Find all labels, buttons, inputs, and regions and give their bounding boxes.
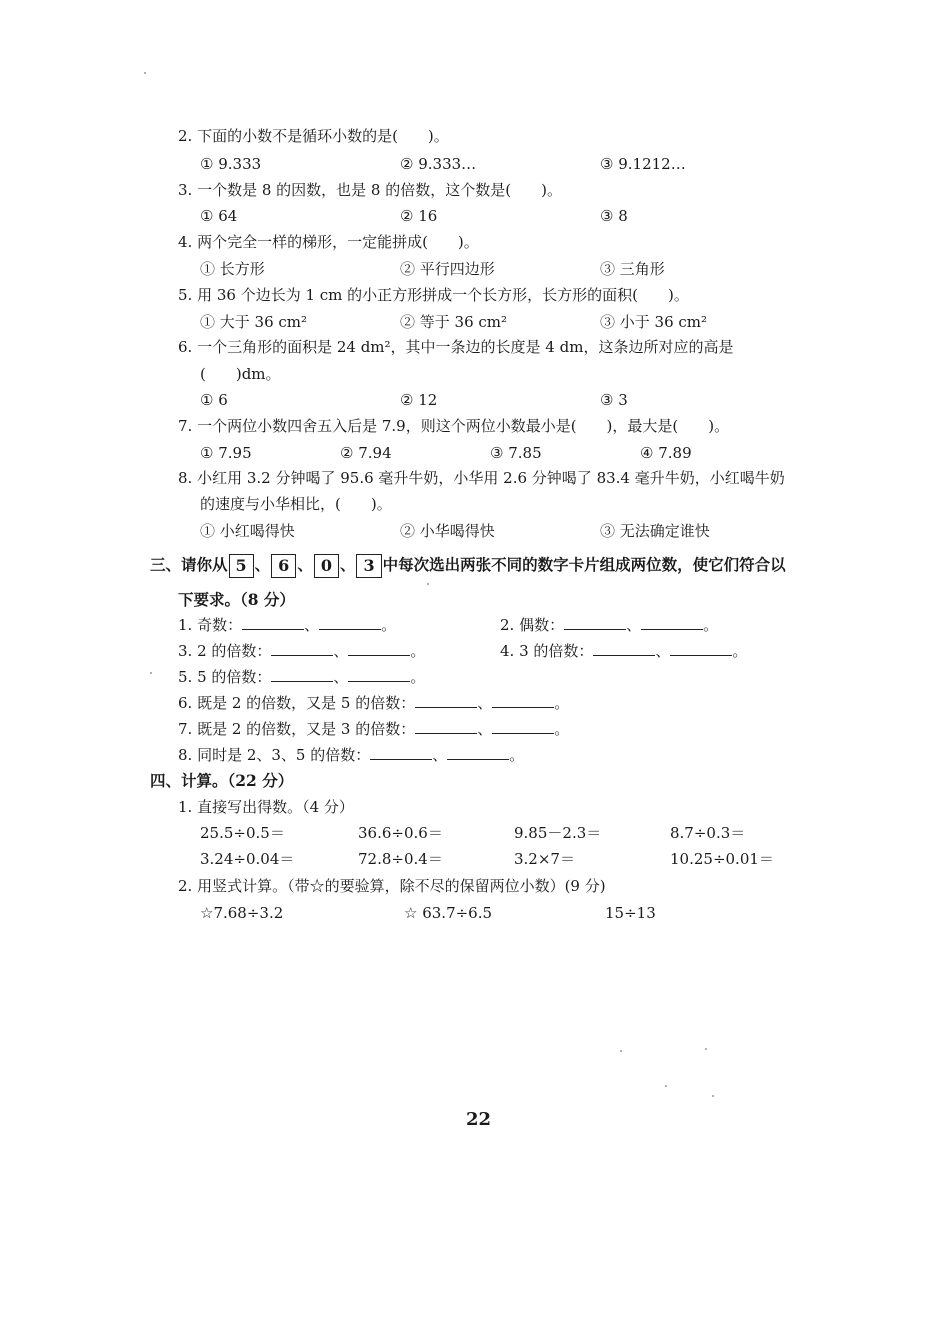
s3-item-8	[178, 745, 524, 765]
q7-option-2: ② 7.94	[340, 444, 392, 462]
scan-speck	[144, 72, 146, 74]
section-3-subtitle: 下要求。（8 分）	[178, 590, 295, 609]
q4-option-1: ① 长方形	[200, 260, 265, 278]
scan-speck	[712, 1095, 714, 1097]
q7-option-1: ① 7.95	[200, 444, 252, 462]
page-number: 22	[466, 1109, 492, 1130]
calc-3: 9.85－2.3＝	[514, 824, 602, 842]
s3-item-label: 8. 同时是 2、3、5 的倍数：	[178, 746, 371, 764]
answer-blank[interactable]	[492, 693, 554, 708]
card-separator: 、	[339, 555, 356, 574]
s4-question-2: 2. 用竖式计算。（带☆的要验算，除不尽的保留两位小数）(9 分)	[178, 877, 606, 895]
question-4-stem: 4. 两个完全一样的梯形，一定能拼成( )。	[178, 233, 479, 251]
q5-option-2: ② 等于 36 cm²	[400, 313, 508, 331]
s3-item-5	[178, 667, 425, 687]
answer-blank[interactable]	[593, 641, 655, 656]
item-end: 。	[703, 616, 719, 634]
blank-separator: 、	[432, 746, 448, 764]
s3-item-label: 6. 既是 2 的倍数，又是 5 的倍数：	[178, 694, 416, 712]
vertical-calc-1: ☆7.68÷3.2	[200, 904, 284, 922]
item-end: 。	[410, 668, 426, 686]
question-6-stem-cont: ( )dm。	[200, 365, 281, 383]
question-2-stem: 2. 下面的小数不是循环小数的是( )。	[178, 127, 449, 145]
item-end: 。	[410, 642, 426, 660]
answer-blank[interactable]	[348, 641, 410, 656]
answer-blank[interactable]	[670, 641, 732, 656]
q5-option-1: ① 大于 36 cm²	[200, 313, 308, 331]
section-3-heading	[150, 553, 786, 578]
s3-item-label: 1. 奇数：	[178, 616, 243, 634]
blank-separator: 、	[655, 642, 671, 660]
s3-item-1	[178, 615, 396, 635]
q8-option-2: ② 小华喝得快	[400, 522, 495, 540]
q3-option-2: ② 16	[400, 207, 438, 225]
q7-option-3: ③ 7.85	[490, 444, 542, 462]
card-separator: 、	[254, 555, 271, 574]
item-end: 。	[732, 642, 748, 660]
q6-option-3: ③ 3	[600, 391, 628, 409]
q3-option-1: ① 64	[200, 207, 238, 225]
question-8-stem: 8. 小红用 3.2 分钟喝了 95.6 毫升牛奶，小华用 2.6 分钟喝了 83.4 毫升牛奶，小红喝牛奶	[178, 469, 785, 487]
answer-blank[interactable]	[415, 693, 477, 708]
q8-option-1: ① 小红喝得快	[200, 522, 295, 540]
answer-blank[interactable]	[641, 615, 703, 630]
answer-blank[interactable]	[492, 719, 554, 734]
q2-option-3: ③ 9.1212…	[600, 155, 686, 173]
q4-option-2: ② 平行四边形	[400, 260, 495, 278]
scan-speck	[427, 583, 429, 585]
s3-item-3	[178, 641, 425, 661]
s3-item-2	[500, 615, 718, 635]
calc-5: 3.24÷0.04＝	[200, 850, 295, 868]
q2-option-1: ① 9.333	[200, 155, 262, 173]
answer-blank[interactable]	[271, 641, 333, 656]
scan-speck	[150, 672, 152, 674]
item-end: 。	[554, 720, 570, 738]
section-3-tail: 中每次选出两张不同的数字卡片组成两位数，使它们符合以	[382, 555, 786, 574]
question-3-stem: 3. 一个数是 8 的因数，也是 8 的倍数，这个数是( )。	[178, 181, 562, 199]
section-4-heading: 四、计算。（22 分）	[150, 771, 294, 790]
digit-card-3: 3	[356, 554, 381, 578]
q6-option-2: ② 12	[400, 391, 438, 409]
scan-speck	[620, 1050, 622, 1052]
calc-7: 3.2×7＝	[514, 850, 575, 868]
q2-option-2: ② 9.333…	[400, 155, 477, 173]
answer-blank[interactable]	[415, 719, 477, 734]
answer-blank[interactable]	[348, 667, 410, 682]
calc-8: 10.25÷0.01＝	[670, 850, 774, 868]
s3-item-label: 5. 5 的倍数：	[178, 668, 272, 686]
vertical-calc-2: ☆ 63.7÷6.5	[404, 904, 493, 922]
calc-4: 8.7÷0.3＝	[670, 824, 746, 842]
digit-card-6: 6	[271, 554, 296, 578]
answer-blank[interactable]	[319, 615, 381, 630]
s4-question-1: 1. 直接写出得数。（4 分）	[178, 798, 354, 816]
answer-blank[interactable]	[271, 667, 333, 682]
q8-option-3: ③ 无法确定谁快	[600, 522, 710, 540]
section-3-lead: 三、请你从	[150, 555, 228, 574]
question-6-stem: 6. 一个三角形的面积是 24 dm²，其中一条边的长度是 4 dm，这条边所对应的高是	[178, 338, 734, 356]
digit-card-5: 5	[229, 554, 254, 578]
question-5-stem: 5. 用 36 个边长为 1 cm 的小正方形拼成一个长方形，长方形的面积( )。	[178, 286, 689, 304]
q6-option-1: ① 6	[200, 391, 228, 409]
q5-option-3: ③ 小于 36 cm²	[600, 313, 708, 331]
q7-option-4: ④ 7.89	[640, 444, 692, 462]
question-7-stem: 7. 一个两位小数四舍五入后是 7.9，则这个两位小数最小是( )，最大是( )。	[178, 417, 730, 435]
s3-item-label: 4. 3 的倍数：	[500, 642, 594, 660]
s3-item-label: 2. 偶数：	[500, 616, 565, 634]
item-end: 。	[381, 616, 397, 634]
s3-item-6	[178, 693, 569, 713]
digit-card-0: 0	[314, 554, 339, 578]
q3-option-3: ③ 8	[600, 207, 628, 225]
s3-item-4	[500, 641, 747, 661]
q4-option-3: ③ 三角形	[600, 260, 665, 278]
blank-separator: 、	[333, 668, 349, 686]
calc-1: 25.5÷0.5＝	[200, 824, 285, 842]
answer-blank[interactable]	[370, 745, 432, 760]
item-end: 。	[509, 746, 525, 764]
calc-6: 72.8÷0.4＝	[358, 850, 443, 868]
item-end: 。	[554, 694, 570, 712]
s3-item-label: 3. 2 的倍数：	[178, 642, 272, 660]
blank-separator: 、	[477, 694, 493, 712]
question-8-stem-cont: 的速度与小华相比，( )。	[200, 495, 392, 513]
card-separator: 、	[297, 555, 313, 574]
s3-item-7	[178, 719, 569, 739]
scan-speck	[705, 1048, 707, 1050]
scan-speck	[665, 1085, 667, 1087]
blank-separator: 、	[333, 642, 349, 660]
answer-blank[interactable]	[447, 745, 509, 760]
blank-separator: 、	[304, 616, 320, 634]
calc-2: 36.6÷0.6＝	[358, 824, 443, 842]
blank-separator: 、	[477, 720, 493, 738]
s3-item-label: 7. 既是 2 的倍数，又是 3 的倍数：	[178, 720, 416, 738]
blank-separator: 、	[626, 616, 642, 634]
answer-blank[interactable]	[242, 615, 304, 630]
answer-blank[interactable]	[564, 615, 626, 630]
vertical-calc-3: 15÷13	[605, 904, 656, 922]
